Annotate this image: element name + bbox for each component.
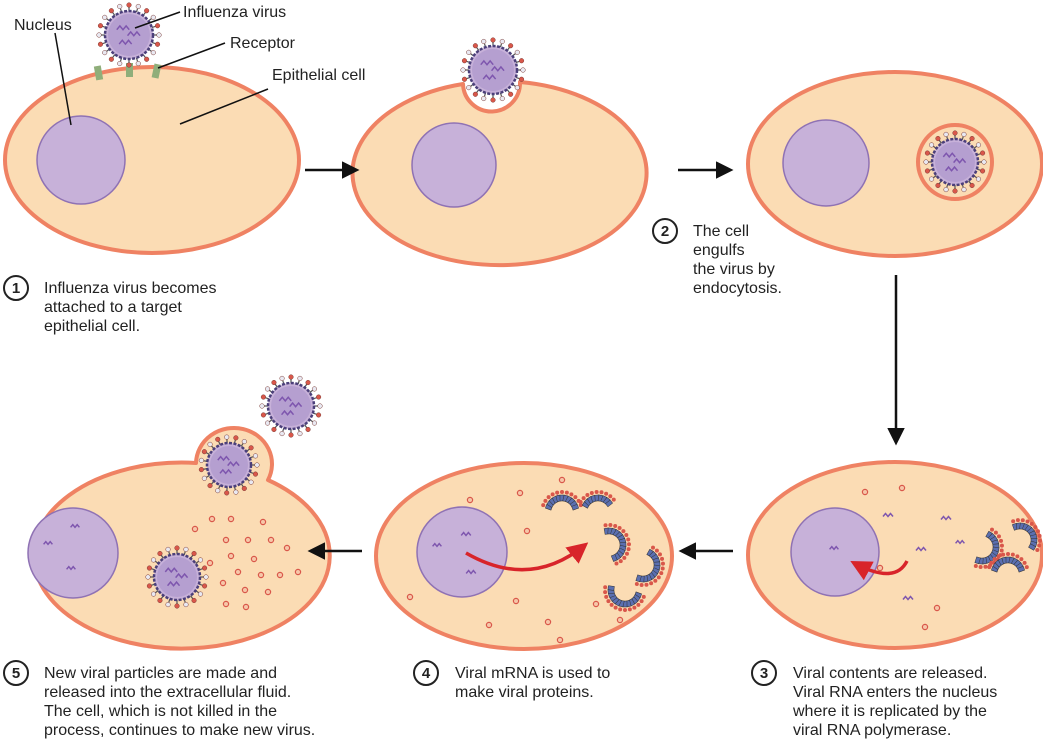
spike-tip [204, 575, 209, 580]
spike-tip [579, 500, 583, 504]
spike-tip [155, 42, 160, 47]
spike-tip [649, 581, 653, 585]
spike-tip [585, 493, 589, 497]
spike-tip [508, 92, 513, 97]
spike-tip [619, 559, 623, 563]
released-virus [260, 375, 323, 438]
spike-tip [491, 38, 496, 43]
spike-tip [500, 39, 505, 44]
nucleus [791, 508, 879, 596]
spike-tip [1015, 554, 1019, 558]
spike-tip [944, 132, 949, 137]
spike-tip [1000, 548, 1004, 552]
spike-tip [102, 50, 107, 55]
spike-tip [151, 15, 156, 20]
spike-tip [289, 375, 294, 380]
spike-tip [640, 599, 644, 603]
spike-tip [199, 467, 204, 472]
spike-tip [255, 463, 260, 468]
spike-tip [1033, 525, 1037, 529]
spike-tip [192, 598, 197, 603]
spike-tip [595, 490, 599, 494]
spike-tip [175, 546, 180, 551]
spike-tip [208, 442, 213, 447]
step-3-caption: Viral contents are released. Viral RNA enters the nucleus where it is replicated by the viral RNA polymerase. [793, 665, 998, 739]
spike-tip [117, 61, 122, 66]
spike-tip [151, 592, 156, 597]
step-1-badge: 1 [3, 275, 29, 301]
protein-dot [228, 516, 233, 521]
spike-tip [184, 602, 189, 607]
receptor-label: Receptor [230, 35, 295, 52]
nucleus-label: Nucleus [14, 17, 72, 34]
spike-tip [234, 436, 239, 441]
spike-tip [658, 552, 662, 556]
spike-tip [144, 8, 149, 13]
spike-tip [613, 524, 617, 528]
spike-tip [508, 43, 513, 48]
spike-tip [280, 376, 285, 381]
spike-tip [1011, 519, 1015, 523]
spike-tip [603, 585, 607, 589]
spike-tip [466, 50, 471, 55]
spike-tip [151, 558, 156, 563]
spike-tip [265, 387, 270, 392]
spike-tip [632, 606, 636, 610]
spike-tip [473, 92, 478, 97]
protein-dot [258, 572, 263, 577]
cell-step-4 [376, 463, 672, 649]
step-2-caption: The cell engulfs the virus by endocytosis. [693, 223, 782, 297]
spike-tip [980, 169, 985, 174]
spike-tip [515, 50, 520, 55]
step-4-badge: 4 [413, 660, 439, 686]
spike-tip [261, 395, 266, 400]
spike-tip [306, 427, 311, 432]
protein-dot [899, 485, 904, 490]
spike-tip [202, 584, 207, 589]
nucleus [417, 507, 507, 597]
spike-tip [974, 564, 978, 568]
nucleus [783, 120, 869, 206]
spike-tip [990, 528, 994, 532]
protein-dot [228, 553, 233, 558]
spike-tip [1006, 552, 1010, 556]
spike-tip [312, 421, 317, 426]
spike-tip [653, 579, 657, 583]
spike-tip [614, 562, 618, 566]
spike-tip [621, 529, 625, 533]
protein-dot [934, 605, 939, 610]
spike-tip [127, 63, 132, 68]
spike-tip [659, 571, 663, 575]
spike-tip [97, 33, 102, 38]
spike-tip [982, 160, 987, 165]
spike-tip [473, 43, 478, 48]
spike-tip [224, 491, 229, 496]
cell-membrane [353, 82, 647, 265]
spike-tip [461, 68, 466, 73]
spike-tip [462, 77, 467, 82]
spike-tip [272, 427, 277, 432]
spike-tip [610, 603, 614, 607]
spike-tip [265, 421, 270, 426]
spike-tip [547, 495, 551, 499]
epithelial-cell-label: Epithelial cell [272, 67, 366, 84]
spike-tip [1019, 557, 1023, 561]
spike-tip [976, 143, 981, 148]
spike-tip [989, 561, 993, 565]
spike-tip [635, 582, 639, 586]
spike-tip [626, 537, 630, 541]
spike-tip [1038, 534, 1042, 538]
spike-tip [1036, 529, 1040, 533]
spike-tip [987, 565, 991, 569]
spike-tip [624, 533, 628, 537]
spike-tip [618, 526, 622, 530]
spike-tip [298, 376, 303, 381]
protein-dot [192, 526, 197, 531]
spike-tip [997, 554, 1001, 558]
spike-tip [249, 480, 254, 485]
spike-tip [603, 590, 607, 594]
spike-tip [604, 595, 608, 599]
spike-tip [541, 503, 545, 507]
spike-tip [151, 50, 156, 55]
spike-tip [1001, 553, 1005, 557]
spike-tip [1035, 548, 1039, 552]
spike-tip [962, 132, 967, 137]
step-2-badge: 2 [652, 218, 678, 244]
spike-tip [606, 599, 610, 603]
spike-tip [272, 380, 277, 385]
spike-tip [555, 491, 559, 495]
protein-dot [242, 587, 247, 592]
spike-tip [924, 160, 929, 165]
spike-tip [936, 183, 941, 188]
spike-tip [253, 472, 258, 477]
spike-tip [158, 598, 163, 603]
spike-tip [318, 404, 323, 409]
spike-tip [500, 96, 505, 101]
step-4-caption: Viral mRNA is used to make viral proteins. [455, 665, 611, 701]
spike-tip [925, 169, 930, 174]
protein-dot [295, 569, 300, 574]
spike-tip [543, 499, 547, 503]
spike-tip [1025, 565, 1029, 569]
spike-tip [242, 486, 247, 491]
spike-tip [146, 575, 151, 580]
spike-tip [1016, 518, 1020, 522]
spike-tip [166, 547, 171, 552]
spike-tip [491, 98, 496, 103]
spike-tip [157, 33, 162, 38]
spike-tip [642, 595, 646, 599]
protein-dot [268, 537, 273, 542]
spike-tip [198, 592, 203, 597]
protein-dot [223, 537, 228, 542]
spike-tip [202, 476, 207, 481]
protein-dot [243, 604, 248, 609]
spike-tip [481, 39, 486, 44]
spike-tip [102, 15, 107, 20]
spike-tip [462, 58, 467, 63]
spike-tip [136, 61, 141, 66]
spike-tip [661, 566, 665, 570]
spike-tip [622, 556, 626, 560]
spike-tip [215, 437, 220, 442]
protein-dot [524, 528, 529, 533]
spike-tip [944, 187, 949, 192]
spike-tip [551, 492, 555, 496]
spike-tip [573, 495, 577, 499]
protein-dot [220, 580, 225, 585]
protein-dot [260, 519, 265, 524]
protein-dot [513, 598, 518, 603]
spike-tip [312, 387, 317, 392]
spike-tip [953, 189, 958, 194]
virus-particle [461, 38, 526, 103]
protein-dot [223, 601, 228, 606]
spike-tip [147, 584, 152, 589]
protein-dot [277, 572, 282, 577]
spike-tip [983, 565, 987, 569]
spike-tip [970, 136, 975, 141]
spike-tip [644, 583, 648, 587]
spike-tip [636, 603, 640, 607]
spike-tip [521, 68, 526, 73]
spike-tip [970, 183, 975, 188]
spike-tip [565, 491, 569, 495]
spike-tip [1023, 561, 1027, 565]
nucleus [28, 508, 118, 598]
spike-tip [253, 454, 258, 459]
protein-dot [559, 477, 564, 482]
spike-tip [316, 395, 321, 400]
spike-tip [660, 557, 664, 561]
protein-dot [207, 560, 212, 565]
spike-tip [242, 439, 247, 444]
spike-tip [199, 458, 204, 463]
spike-tip [993, 557, 997, 561]
influenza-virus-label: Influenza virus [183, 4, 287, 21]
cell-step-5 [28, 375, 330, 649]
protein-dot [284, 545, 289, 550]
spike-tip [109, 57, 114, 62]
spike-tip [936, 136, 941, 141]
spike-tip [929, 177, 934, 182]
spike-tip [1038, 539, 1042, 543]
cell-step-3 [748, 462, 1042, 648]
spike-tip [208, 483, 213, 488]
spike-tip [661, 562, 665, 566]
virus-particle [97, 3, 162, 68]
spike-tip [98, 23, 103, 28]
spike-tip [289, 433, 294, 438]
spike-tip [215, 488, 220, 493]
spike-tip [280, 431, 285, 436]
protein-dot [467, 497, 472, 502]
spike-tip [618, 607, 622, 611]
spike-tip [655, 549, 659, 553]
spike-tip [925, 151, 930, 156]
receptor-leader-line [158, 43, 225, 68]
spike-tip [519, 77, 524, 82]
spike-tip [608, 494, 612, 498]
spike-tip [623, 608, 627, 612]
spike-tip [147, 566, 152, 571]
spike-tip [117, 4, 122, 9]
spike-tip [192, 551, 197, 556]
spike-tip [657, 575, 661, 579]
cell-2 [353, 38, 647, 265]
protein-dot [545, 619, 550, 624]
cell-3 [748, 72, 1042, 256]
step-1-caption: Influenza virus becomes attached to a target epithelial cell. [44, 280, 217, 335]
spike-tip [166, 602, 171, 607]
spike-tip [202, 566, 207, 571]
protein-dot [265, 589, 270, 594]
spike-tip [298, 431, 303, 436]
spike-tip [127, 3, 132, 8]
spike-tip [1000, 544, 1004, 548]
nucleus [412, 123, 496, 207]
protein-dot [517, 490, 522, 495]
spike-tip [1011, 553, 1015, 557]
step-5-badge: 5 [3, 660, 29, 686]
spike-tip [515, 85, 520, 90]
spike-tip [175, 604, 180, 609]
spike-tip [155, 23, 160, 28]
spike-tip [158, 551, 163, 556]
protein-dot [877, 565, 882, 570]
spike-tip [640, 583, 644, 587]
spike-tip [202, 449, 207, 454]
protein-dot [407, 594, 412, 599]
spike-tip [136, 4, 141, 9]
spike-tip [1021, 518, 1025, 522]
spike-tip [997, 534, 1001, 538]
step-3-badge: 3 [751, 660, 777, 686]
spike-tip [612, 498, 616, 502]
spike-tip [979, 565, 983, 569]
spike-tip [627, 542, 631, 546]
nucleus [37, 116, 125, 204]
spike-tip [144, 57, 149, 62]
spike-tip [466, 85, 471, 90]
spike-tip [519, 58, 524, 63]
spike-tip [198, 558, 203, 563]
spike-tip [651, 546, 655, 550]
spike-tip [599, 490, 603, 494]
spike-tip [260, 404, 265, 409]
spike-tip [261, 413, 266, 418]
protein-dot [862, 489, 867, 494]
protein-dot [593, 601, 598, 606]
spike-tip [604, 523, 608, 527]
spike-tip [1025, 519, 1029, 523]
spike-tip [560, 490, 564, 494]
spike-tip [627, 547, 631, 551]
protein-dot [486, 622, 491, 627]
spike-tip [628, 607, 632, 611]
protein-dot [209, 516, 214, 521]
spike-tip [306, 380, 311, 385]
spike-tip [625, 552, 629, 556]
spike-tip [614, 606, 618, 610]
protein-dot [557, 637, 562, 642]
spike-tip [234, 490, 239, 495]
spike-tip [249, 446, 254, 451]
protein-dot [251, 556, 256, 561]
spike-tip [590, 491, 594, 495]
spike-tip [929, 143, 934, 148]
spike-tip [980, 151, 985, 156]
protein-dot [922, 624, 927, 629]
spike-tip [1037, 544, 1041, 548]
spike-tip [224, 435, 229, 440]
protein-dot [245, 537, 250, 542]
spike-tip [109, 8, 114, 13]
spike-tip [962, 187, 967, 192]
step-5-caption: New viral particles are made and released into the extracellular fluid. The cell, which is not killed in the process, continues to make new virus. [44, 665, 316, 739]
spike-tip [976, 177, 981, 182]
spike-tip [994, 531, 998, 535]
spike-tip [481, 96, 486, 101]
spike-tip [98, 42, 103, 47]
spike-tip [604, 492, 608, 496]
capsomer [608, 586, 614, 591]
protein-dot [235, 569, 240, 574]
spike-tip [316, 413, 321, 418]
spike-tip [953, 131, 958, 136]
spike-tip [569, 492, 573, 496]
spike-tip [582, 496, 586, 500]
spike-tip [999, 539, 1003, 543]
spike-tip [608, 523, 612, 527]
spike-tip [1030, 522, 1034, 526]
protein-dot [617, 617, 622, 622]
spike-tip [184, 547, 189, 552]
